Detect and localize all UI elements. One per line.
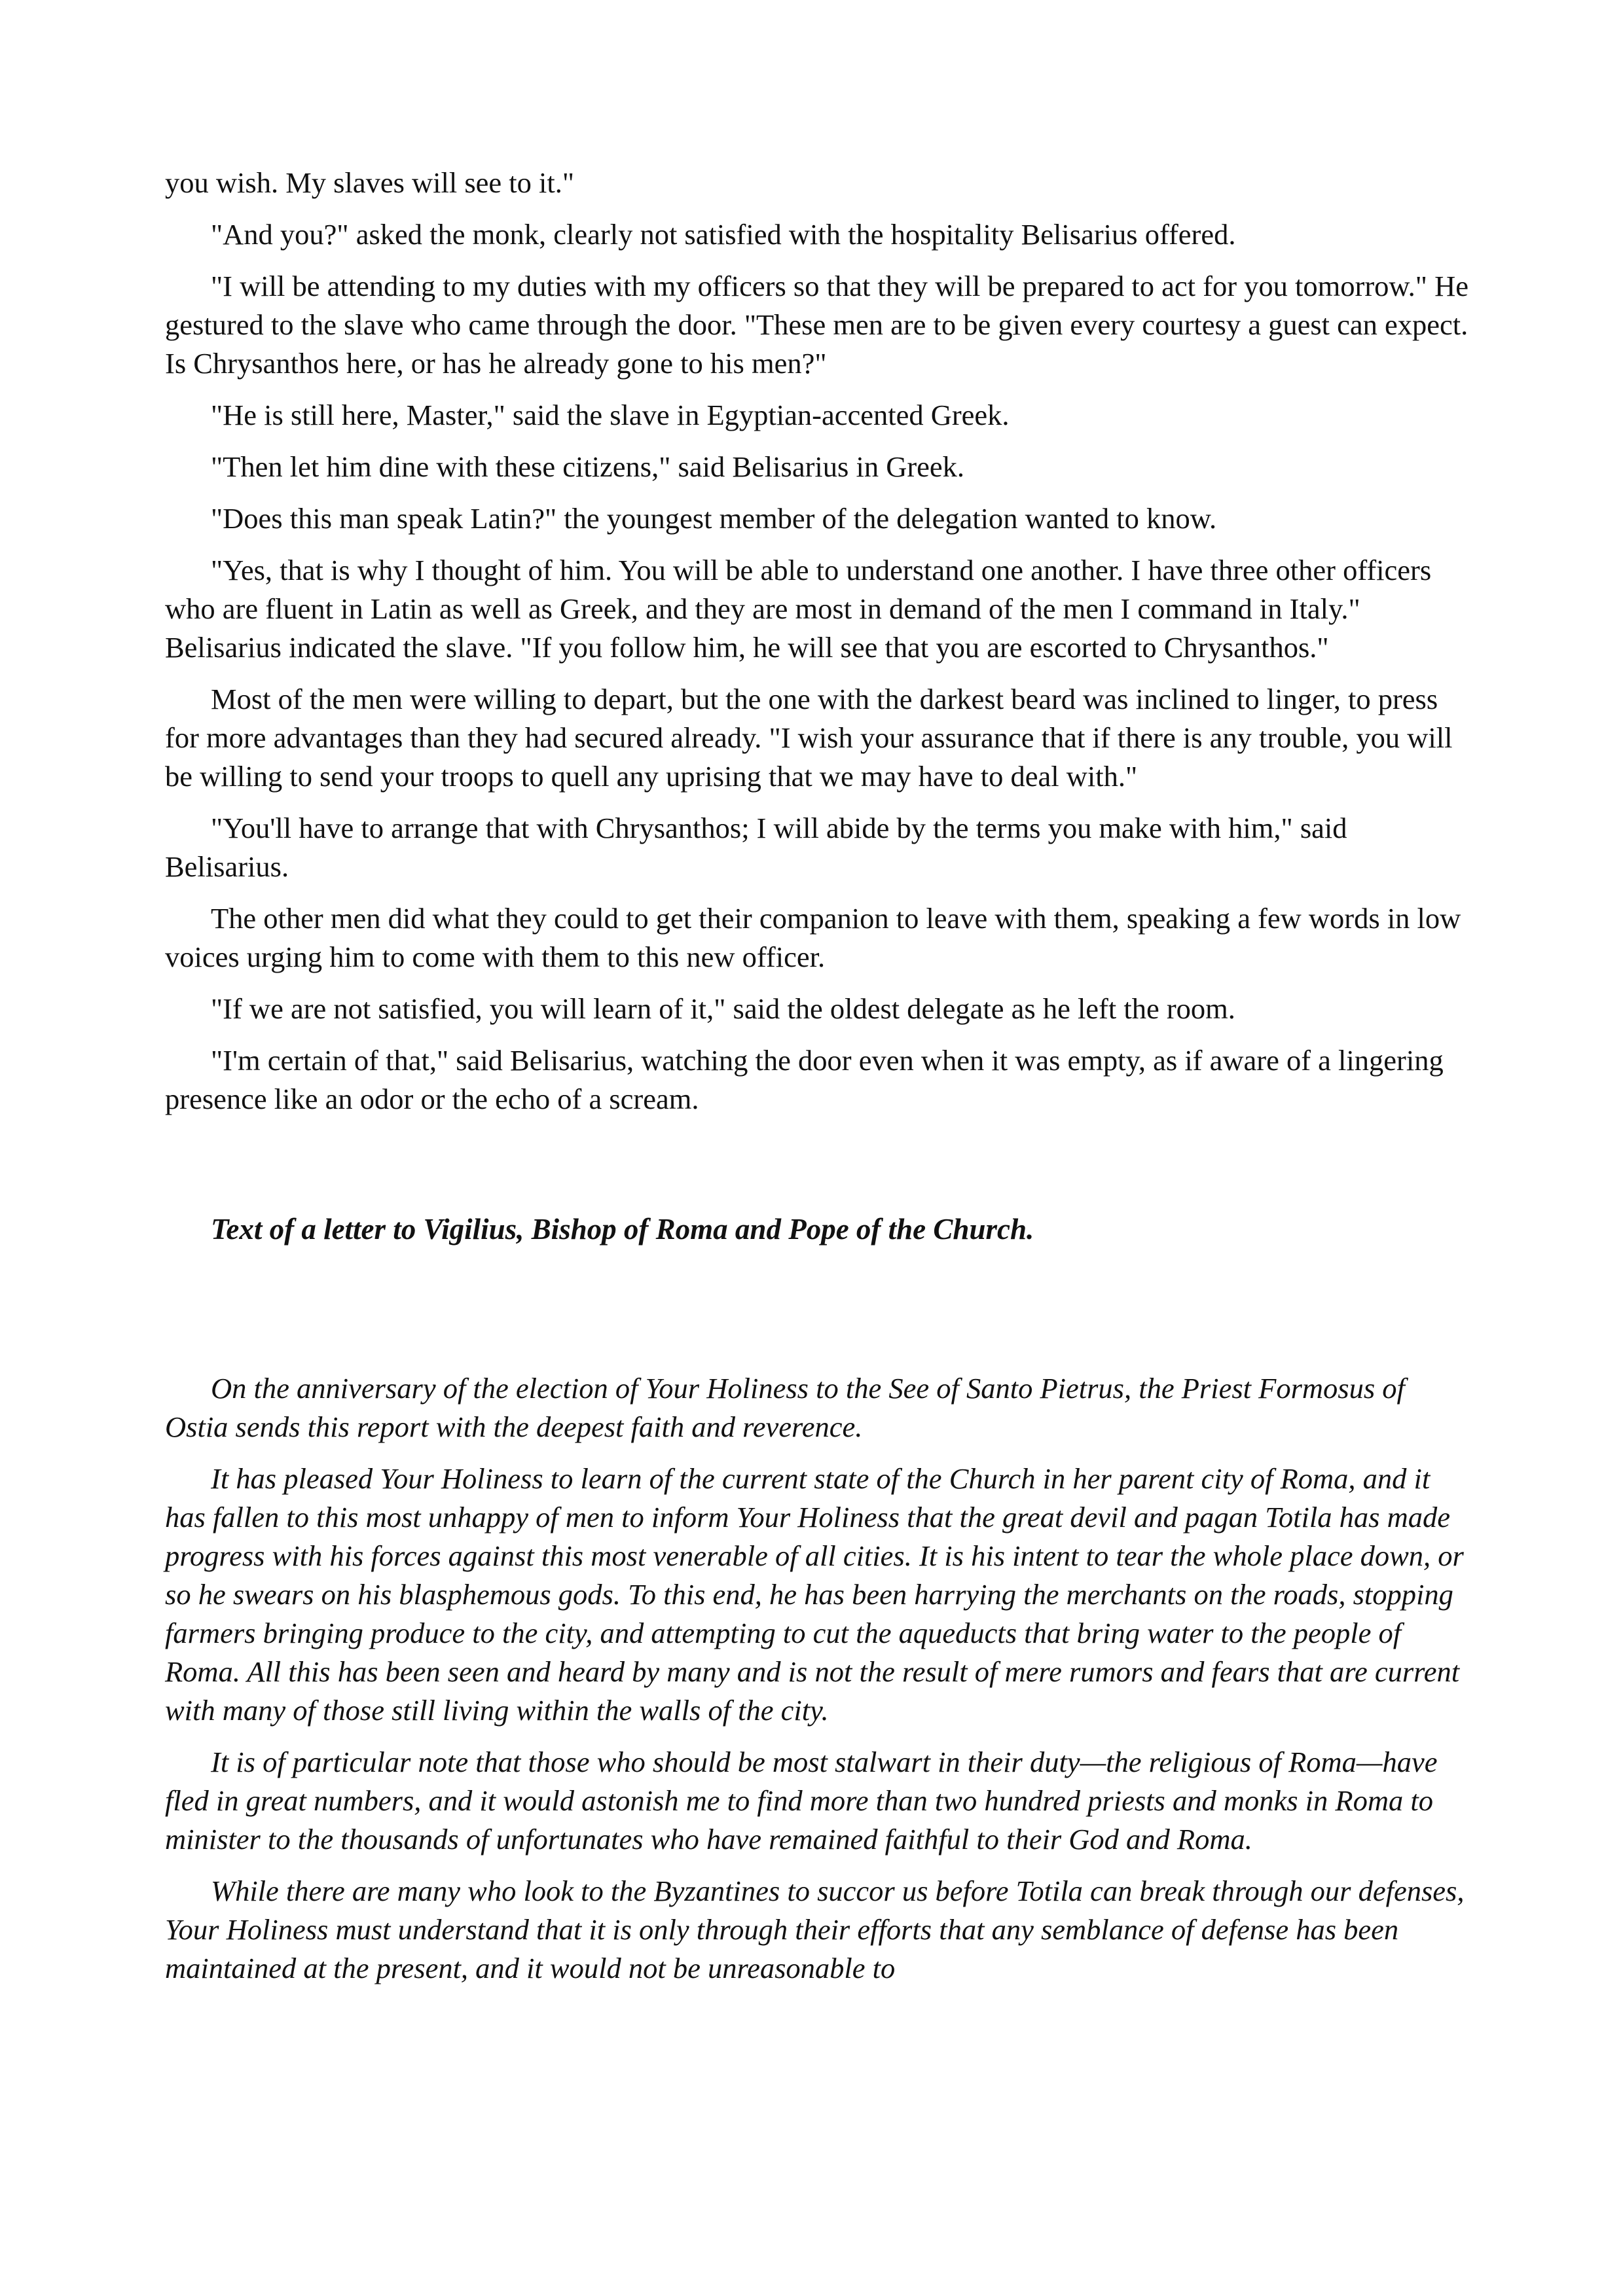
paragraph: "Does this man speak Latin?" the youngest member of the delegation wanted to know. bbox=[211, 502, 1217, 535]
letter-paragraph: It is of particular note that those who should be most stalwart in their duty—the religious of Roma—have fled in great numbers, and it would astonish me to find more than two hundred priests and monks in Roma to minister to the thousands of unfortunates who have remained faithful to their God and Roma. bbox=[165, 1746, 1438, 1856]
paragraph: "And you?" asked the monk, clearly not satisfied with the hospitality Belisarius offered. bbox=[211, 218, 1236, 251]
paragraph: "If we are not satisfied, you will learn of it," said the oldest delegate as he left the room. bbox=[211, 992, 1235, 1025]
letter-section bbox=[165, 1369, 1474, 1988]
narrative-section bbox=[165, 164, 1474, 1119]
letter-paragraph: While there are many who look to the Byzantines to succor us before Totila can break through our defenses, Your Holiness must understand that it is only through their efforts that any semblance of defense has been maintained at the present, and it would not be unreasonable to bbox=[165, 1874, 1465, 1984]
paragraph: "I will be attending to my duties with my officers so that they will be prepared to act for you tomorrow." He gestured to the slave who came through the door. "These men are to be given every courtesy a guest can expect. Is Chrysanthos here, or has he already gone to his men?" bbox=[165, 270, 1468, 380]
paragraph: "Then let him dine with these citizens," said Belisarius in Greek. bbox=[211, 450, 965, 483]
paragraph: "I'm certain of that," said Belisarius, watching the door even when it was empty, as if aware of a lingering presence like an odor or the echo of a scream. bbox=[165, 1044, 1444, 1115]
paragraph: "He is still here, Master," said the slave in Egyptian-accented Greek. bbox=[211, 399, 1010, 431]
paragraph: Most of the men were willing to depart, but the one with the darkest beard was inclined to linger, to press for more advantages than they had secured already. "I wish your assurance that if there is any trouble, you will be willing to send your troops to quell any uprising that we may have to deal with." bbox=[165, 683, 1453, 793]
letter-paragraph: It has pleased Your Holiness to learn of the current state of the Church in her parent city of Roma, and it has fallen to this most unhappy of men to inform Your Holiness that the great devil and pagan Totila has made progress with his forces against this most venerable of all cities. It is his intent to tear the whole place down, or so he swears on his blasphemous gods. To this end, he has been harrying the merchants on the roads, stopping farmers bringing produce to the city, and attempting to cut the aqueducts that bring water to the people of Roma. All this has been seen and heard by many and is not the result of mere rumors and fears that are current with many of those still living within the walls of the city. bbox=[165, 1462, 1464, 1727]
letter-paragraph: On the anniversary of the election of Your Holiness to the See of Santo Pietrus, the Priest Formosus of Ostia sends this report with the deepest faith and reverence. bbox=[165, 1372, 1405, 1443]
paragraph: "Yes, that is why I thought of him. You will be able to understand one another. I have three other officers who are fluent in Latin as well as Greek, and they are most in demand of the men I command in Italy." Belisarius indicated the slave. "If you follow him, he will see that you are escorted to Chrysanthos." bbox=[165, 554, 1432, 664]
letter-heading: Text of a letter to Vigilius, Bishop of Roma and Pope of the Church. bbox=[211, 1213, 1034, 1246]
paragraph: The other men did what they could to get their companion to leave with them, speaking a few words in low voices urging him to come with them to this new officer. bbox=[165, 902, 1461, 973]
paragraph: "You'll have to arrange that with Chrysanthos; I will abide by the terms you make with him," said Belisarius. bbox=[165, 812, 1347, 883]
paragraph: you wish. My slaves will see to it." bbox=[165, 166, 575, 199]
page-body bbox=[165, 164, 1474, 2001]
